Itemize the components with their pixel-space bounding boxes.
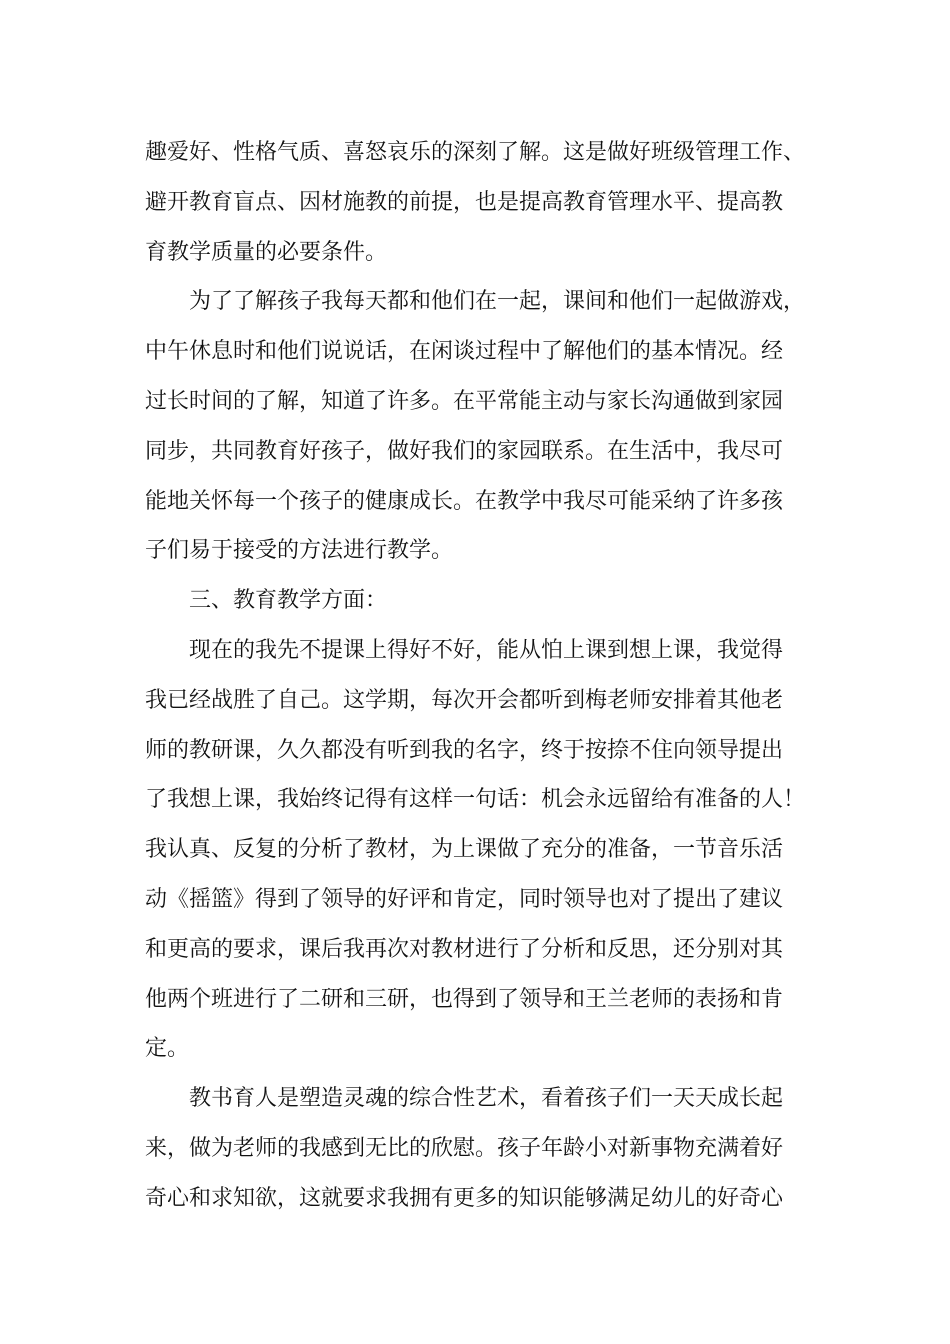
text-line: 同步，共同教育好孩子，做好我们的家园联系。在生活中，我尽可 (145, 438, 784, 464)
document-body (145, 128, 810, 1224)
text-line: 师的教研课，久久都没有听到我的名字，终于按捺不住向领导提出 (145, 737, 784, 763)
text-line: 为了了解孩子我每天都和他们在一起，课间和他们一起做游戏， (189, 289, 806, 315)
paragraph-4 (145, 1074, 810, 1223)
text-line: 我认真、反复的分析了教材，为上课做了充分的准备，一节音乐活 (145, 837, 784, 863)
paragraph-1 (145, 128, 810, 277)
text-line: 动《摇篮》得到了领导的好评和肯定，同时领导也对了提出了建议 (145, 886, 784, 912)
text-line: 现在的我先不提课上得好不好，能从怕上课到想上课，我觉得 (189, 637, 784, 663)
text-line: 定。 (145, 1036, 190, 1062)
paragraph-2 (145, 277, 810, 576)
text-line: 过长时间的了解，知道了许多。在平常能主动与家长沟通做到家园 (145, 388, 784, 414)
text-line: 和更高的要求，课后我再次对教材进行了分析和反思，还分别对其 (145, 936, 784, 962)
text-line: 子们易于接受的方法进行教学。 (145, 538, 454, 564)
text-line: 中午休息时和他们说说话，在闲谈过程中了解他们的基本情况。经 (145, 339, 784, 365)
text-line: 奇心和求知欲，这就要求我拥有更多的知识能够满足幼儿的好奇心 (145, 1185, 784, 1211)
text-line: 来，做为老师的我感到无比的欣慰。孩子年龄小对新事物充满着好 (145, 1135, 784, 1161)
text-line: 我已经战胜了自己。这学期，每次开会都听到梅老师安排着其他老 (145, 687, 784, 713)
text-line: 了我想上课，我始终记得有这样一句话：机会永远留给有准备的人！ (145, 787, 806, 813)
heading-text: 三、教育教学方面： (189, 588, 388, 614)
text-line: 趣爱好、性格气质、喜怒哀乐的深刻了解。这是做好班级管理工作、 (145, 140, 806, 165)
text-line: 育教学质量的必要条件。 (145, 239, 388, 265)
text-line: 避开教育盲点、因材施教的前提，也是提高教育管理水平、提高教 (145, 189, 784, 215)
text-line: 教书育人是塑造灵魂的综合性艺术，看着孩子们一天天成长起 (189, 1086, 784, 1112)
section-heading (145, 576, 810, 626)
paragraph-3 (145, 626, 810, 1074)
text-line: 能地关怀每一个孩子的健康成长。在教学中我尽可能采纳了许多孩 (145, 488, 784, 514)
text-line: 他两个班进行了二研和三研，也得到了领导和王兰老师的表扬和肯 (145, 986, 784, 1012)
